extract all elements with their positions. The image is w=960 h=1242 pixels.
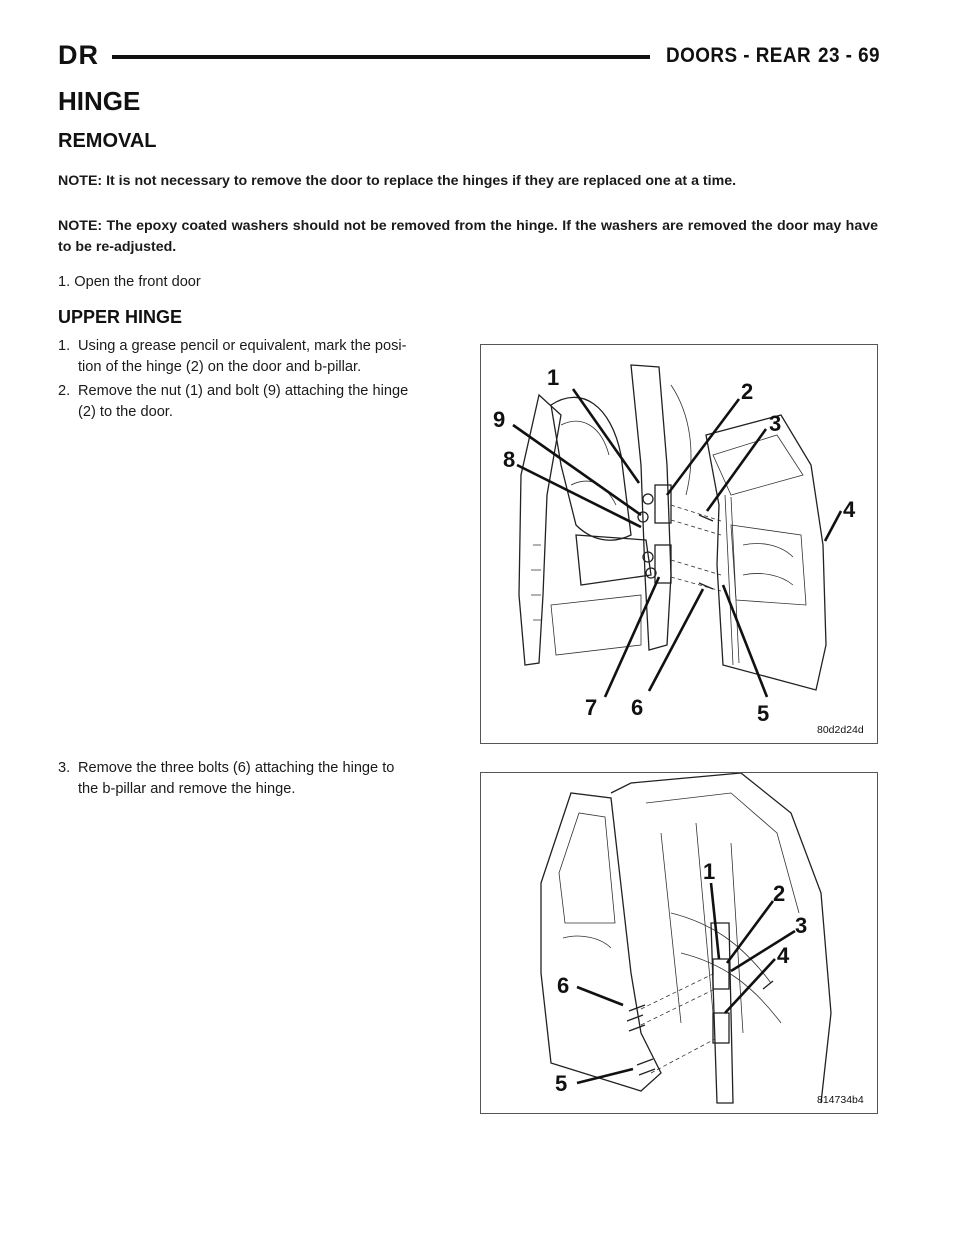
leader-5 xyxy=(577,1069,633,1083)
cab-pillar-outline xyxy=(519,395,561,665)
figure-1-illustration xyxy=(481,345,877,743)
hinge-nut-shape xyxy=(763,981,773,989)
figure-upper-hinge-pillar xyxy=(480,772,878,1114)
page-title: HINGE xyxy=(58,86,141,116)
step-2 xyxy=(58,381,442,423)
leader-3 xyxy=(707,429,766,511)
lower-hinge-shape xyxy=(655,545,671,583)
cab-frame-outline xyxy=(611,773,831,1103)
leader-8 xyxy=(517,465,641,527)
leader-4 xyxy=(825,511,841,541)
callout-1: 1 xyxy=(703,859,716,884)
step-1-line-2: tion of the hinge (2) on the door and b-pillar. xyxy=(78,359,362,375)
callout-3: 3 xyxy=(769,411,782,436)
callout-4: 4 xyxy=(843,497,856,522)
callout-7: 7 xyxy=(585,695,598,720)
hinge-nut-shape xyxy=(643,494,653,504)
step-3-line-1: Remove the three bolts (6) attaching the hinge to xyxy=(78,760,395,776)
figure-1-id: 80d2d24d xyxy=(817,724,864,736)
cab-floor-curves xyxy=(671,913,781,1023)
step-2-line-1: Remove the nut (1) and bolt (9) attaching the hinge xyxy=(78,383,409,399)
leader-6 xyxy=(577,987,623,1005)
page-number: 23 - 69 xyxy=(818,44,881,67)
callout-3: 3 xyxy=(795,913,808,938)
upper-hinge-heading: UPPER HINGE xyxy=(58,307,183,327)
leader-7 xyxy=(605,577,659,697)
callout-2: 2 xyxy=(741,379,754,404)
door-handle-detail xyxy=(563,936,611,948)
section-subtitle: REMOVAL xyxy=(58,130,157,152)
leader-2 xyxy=(727,901,773,963)
b-pillar-detail xyxy=(671,385,691,495)
callout-2: 2 xyxy=(773,881,786,906)
note-2: NOTE: The epoxy coated washers should not be removed from the hinge. If the washers are removed the door may have to be re-adjusted. xyxy=(58,218,878,255)
alignment-lines xyxy=(671,505,721,591)
callout-6: 6 xyxy=(631,695,644,720)
header-rule xyxy=(112,55,650,59)
intro-step: 1. Open the front door xyxy=(58,274,201,290)
alignment-lines xyxy=(641,973,715,1073)
door-panel-outline xyxy=(731,525,806,605)
leader-6 xyxy=(649,589,703,691)
callout-4: 4 xyxy=(777,943,790,968)
step-3-line-2: the b-pillar and remove the hinge. xyxy=(78,781,296,797)
callout-5: 5 xyxy=(555,1071,568,1096)
door-edge-detail xyxy=(725,495,739,665)
section-title: DOORS - REAR xyxy=(666,44,812,67)
leader-9 xyxy=(513,425,641,515)
step-2-number: 2. xyxy=(58,383,71,399)
hinge-studs xyxy=(699,515,713,589)
step-3-number: 3. xyxy=(58,760,71,776)
step-1-number: 1. xyxy=(58,338,71,354)
callout-5: 5 xyxy=(757,701,770,726)
door-window-outline xyxy=(559,813,615,923)
figure-upper-hinge-door xyxy=(480,344,878,744)
hinge-bolts-upper xyxy=(627,1005,645,1031)
callout-9: 9 xyxy=(493,407,506,432)
figure-2-id: 814734b4 xyxy=(817,1094,864,1106)
open-door-outline xyxy=(541,793,661,1091)
step-2-line-2: (2) to the door. xyxy=(78,404,173,420)
callout-6: 6 xyxy=(557,973,570,998)
model-code: DR xyxy=(58,40,99,70)
callout-8: 8 xyxy=(503,447,516,472)
rear-door-outline xyxy=(706,415,826,690)
step-1 xyxy=(58,336,442,378)
step-3 xyxy=(58,758,442,800)
b-pillar-outline xyxy=(631,365,671,650)
figure-2-illustration xyxy=(481,773,877,1113)
cab-pillar-detail xyxy=(531,545,541,620)
callout-1: 1 xyxy=(547,365,560,390)
seat-back-outline xyxy=(551,397,631,540)
seat-cushion-outline xyxy=(576,535,651,585)
upper-hinge-shape xyxy=(713,959,729,989)
step-1-line-1: Using a grease pencil or equivalent, mark the posi- xyxy=(78,338,407,354)
leader-1 xyxy=(573,389,639,483)
note-1: NOTE: It is not necessary to remove the door to replace the hinges if they are replaced one at a time. xyxy=(58,173,737,189)
door-handle-detail xyxy=(743,544,793,586)
